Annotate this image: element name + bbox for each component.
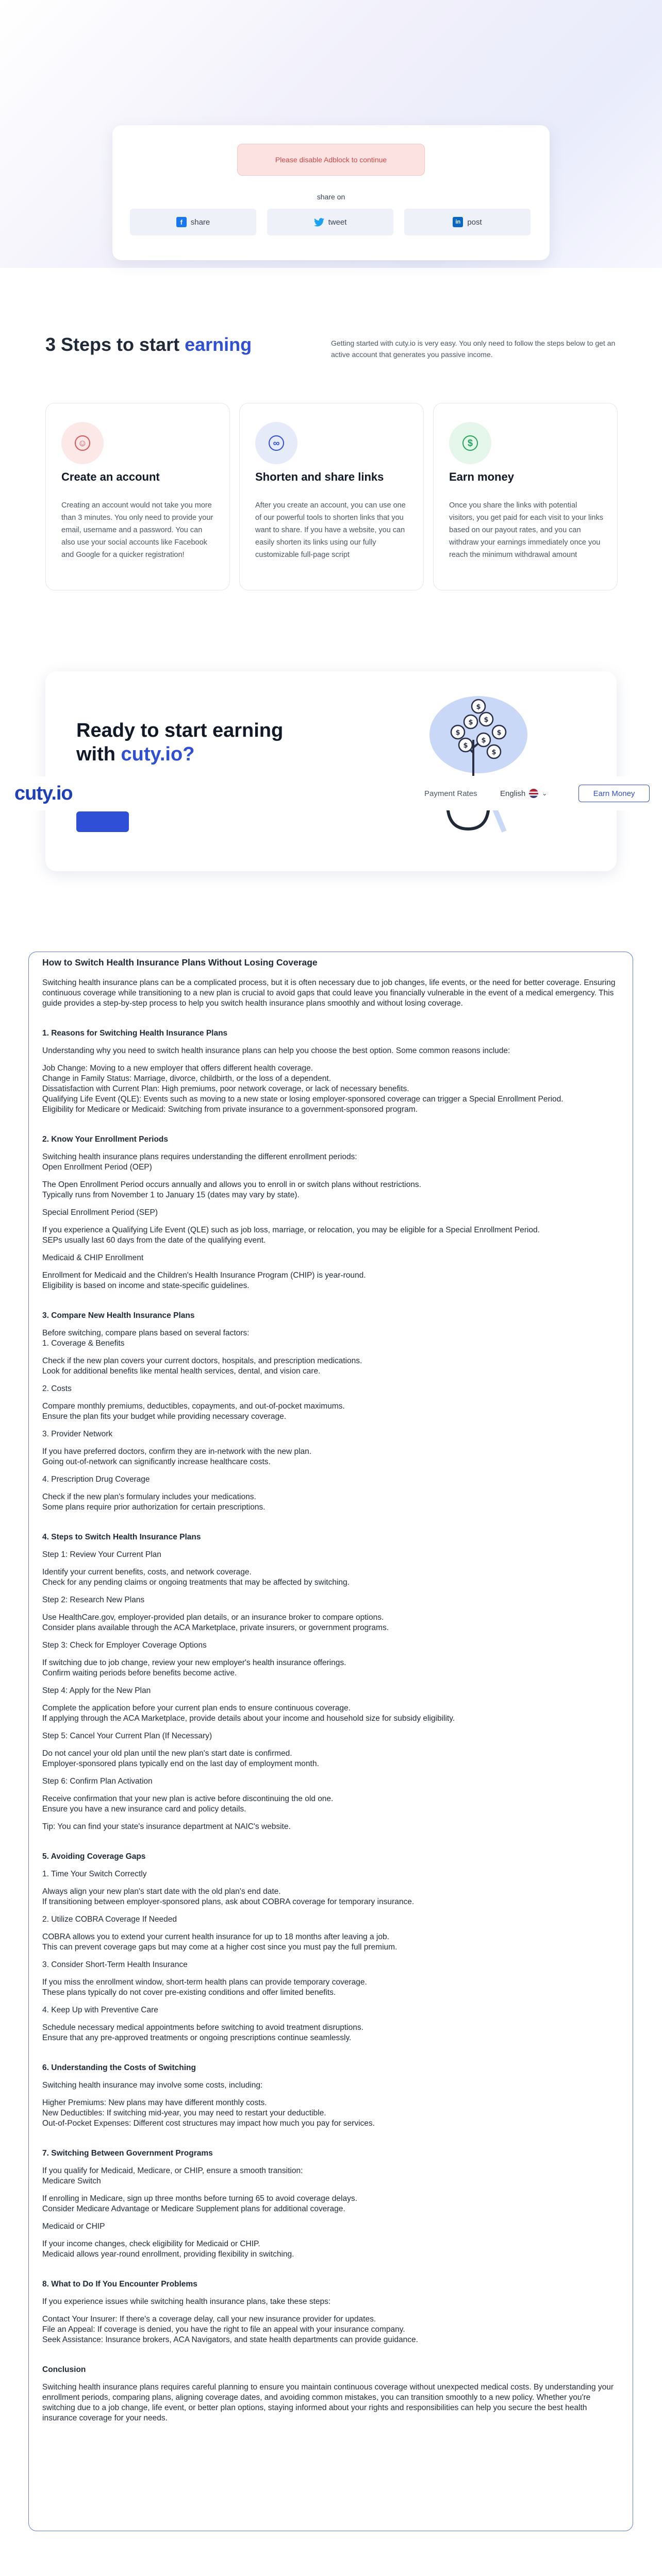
steps-title-accent: earning (185, 334, 252, 355)
article-paragraph: Before switching, compare plans based on several factors: 1. Coverage & Benefits (42, 1329, 250, 1348)
article-paragraph: The Open Enrollment Period occurs annually and allows you to enroll in or switch plans without restrictions. Typically runs from November 1 to January 15 (dates may vary by state). (42, 1180, 421, 1199)
chevron-down-icon: ⌄ (542, 790, 548, 797)
language-label: English (500, 789, 526, 798)
article-paragraph: 3. Consider Short-Term Health Insurance (42, 1960, 188, 1969)
step-title: Earn money (449, 470, 514, 483)
tweet-button-label: tweet (328, 217, 347, 227)
article-paragraph: 3. Provider Network (42, 1430, 113, 1438)
hero-background (0, 0, 662, 268)
article-paragraph: If switching due to job change, review your new employer's health insurance offerings. Confirm waiting periods before benefits become active. (42, 1658, 346, 1677)
article-section-heading: 3. Compare New Health Insurance Plans (42, 1311, 195, 1320)
linkedin-icon: in (453, 217, 463, 227)
nav-payment-rates[interactable]: Payment Rates (424, 789, 477, 798)
twitter-share-button[interactable] (267, 209, 393, 235)
adblock-notice: Please disable Adblock to continue (237, 144, 425, 176)
article-paragraph: Step 6: Confirm Plan Activation (42, 1777, 153, 1786)
article-paragraph: Step 5: Cancel Your Current Plan (If Necessary) (42, 1732, 212, 1740)
share-button-label: share (190, 217, 210, 227)
ready-title: Ready to start earning with cuty.io? (76, 720, 284, 765)
article-paragraph: Complete the application before your current plan ends to ensure continuous coverage. If applying through the ACA Marketplace, provide details about your income and household size for subsidy eligibility. (42, 1704, 455, 1723)
svg-text:$: $ (496, 729, 502, 737)
money-icon: $ (449, 422, 491, 464)
svg-text:$: $ (491, 749, 496, 756)
article-paragraph: Step 3: Check for Employer Coverage Options (42, 1641, 207, 1650)
article-section-heading: 5. Avoiding Coverage Gaps (42, 1852, 146, 1861)
language-selector[interactable] (500, 789, 547, 798)
article-paragraph: If enrolling in Medicare, sign up three months before turning 65 to avoid coverage delays. Consider Medicare Advantage or Medicare Supplement plans for additional coverage. (42, 2194, 357, 2213)
article-paragraph: Step 1: Review Your Current Plan (42, 1550, 161, 1559)
article-paragraph: Medicaid & CHIP Enrollment (42, 1253, 144, 1262)
article-paragraph: Step 4: Apply for the New Plan (42, 1686, 151, 1695)
site-logo[interactable]: cuty.io (14, 782, 73, 804)
article-body (42, 971, 619, 2424)
step-title: Create an account (61, 470, 160, 483)
article-box (28, 952, 633, 2531)
article-paragraph: Understanding why you need to switch health insurance plans can help you choose the best option. Some common reasons include: (42, 1046, 510, 1055)
article-paragraph: If your income changes, check eligibility for Medicaid or CHIP. Medicaid allows year-round enrollment, providing flexibility in switching. (42, 2240, 294, 2259)
steps-description: Getting started with cuty.io is very easy. You only need to follow the steps below to get an active account that generates you passive income. (331, 339, 616, 359)
article-paragraph: Tip: You can find your state's insurance department at NAIC's website. (42, 1822, 291, 1831)
facebook-share-button[interactable] (130, 209, 256, 235)
article-title: How to Switch Health Insurance Plans Without Losing Coverage (42, 957, 318, 968)
user-icon: ☺ (61, 422, 104, 464)
svg-text:$: $ (484, 716, 489, 724)
article-section-heading: Conclusion (42, 2365, 86, 2374)
article-paragraph: Higher Premiums: New plans may have different monthly costs. New Deductibles: If switching mid-year, you may need to restart your deductible. Out-of-Pocket Expenses: Different cost structures may impact how much you pay for services. (42, 2098, 375, 2128)
article-paragraph: 4. Prescription Drug Coverage (42, 1475, 150, 1484)
step-text: After you create an account, you can use one of our powerful tools to shorten links that you want to share. If you have a website, you can easily shorten its links using our fully customizable full-page script (255, 501, 406, 559)
article-paragraph: Schedule necessary medical appointments before switching to avoid treatment disruptions. Ensure that any pre-approved treatments or ongoing prescriptions continue seamlessly. (42, 2023, 363, 2042)
article-section-heading: 7. Switching Between Government Programs (42, 2149, 213, 2158)
link-icon: ∞ (255, 422, 297, 464)
article-section-heading: 2. Know Your Enrollment Periods (42, 1135, 169, 1144)
article-paragraph: Switching health insurance plans can be a complicated process, but it is often necessary due to job changes, life events, or the need for better coverage. Ensuring continuous coverage while transitioning to a new plan is crucial to avoid gaps that could leave you financially vulnerable in the event of a medical emergency. This guide provides a step-by-step process to help you switch health insurance plans smoothly and without losing coverage. (42, 978, 616, 1008)
svg-text:$: $ (476, 703, 481, 711)
article-paragraph: Do not cancel your old plan until the new plan's start date is confirmed. Employer-sponsored plans typically end on the last day of employment month. (42, 1749, 319, 1768)
svg-text:$: $ (463, 742, 468, 750)
top-navbar (0, 776, 662, 810)
article-paragraph: If you experience a Qualifying Life Event (QLE) such as job loss, marriage, or relocation, you may be eligible for a Special Enrollment Period. SEPs usually last 60 days from the date of the qualifying event. (42, 1226, 540, 1245)
article-paragraph: Step 2: Research New Plans (42, 1596, 145, 1604)
article-paragraph: Compare monthly premiums, deductibles, copayments, and out-of-pocket maximums. Ensure the plan fits your budget while providing necessary coverage. (42, 1402, 345, 1421)
article-paragraph: Job Change: Moving to a new employer that offers different health coverage. Change in Family Status: Marriage, divorce, childbirth, or the loss of a dependent. Dissatisfaction with Current Plan: High premiums, poor network coverage, or lack of necessary benefits. Qualifying Life Event (QLE): Events such as moving to a new state or losing employer-sponsored coverage can trigger a Special Enrollment Period. Eligibility for Medicare or Medicaid: Switching from private insurance to a government-sponsored program. (42, 1064, 564, 1114)
post-button-label: post (467, 217, 482, 227)
article-paragraph: COBRA allows you to extend your current health insurance for up to 18 months after leaving a job. This can prevent coverage gaps but may come at a higher cost since you must pay the full premium. (42, 1933, 398, 1952)
article-paragraph: Special Enrollment Period (SEP) (42, 1208, 158, 1217)
ready-title-accent: cuty.io? (121, 743, 195, 765)
step-card-shorten-links (239, 403, 424, 590)
article-paragraph: Identify your current benefits, costs, and network coverage. Check for any pending claims or ongoing treatments that may be affected by switching. (42, 1568, 350, 1587)
article-paragraph: If you qualify for Medicaid, Medicare, or CHIP, ensure a smooth transition: Medicare Switch (42, 2166, 303, 2185)
article-section-heading: 1. Reasons for Switching Health Insurance Plans (42, 1029, 228, 1038)
facebook-icon: f (176, 217, 187, 227)
article-paragraph: 4. Keep Up with Preventive Care (42, 2006, 158, 2014)
article-paragraph: If you experience issues while switching health insurance plans, take these steps: (42, 2297, 331, 2306)
share-card (112, 125, 550, 260)
article-paragraph: If you have preferred doctors, confirm they are in-network with the new plan. Going out-of-network can significantly increase healthcare costs. (42, 1447, 312, 1466)
steps-title: 3 Steps to start earning (45, 334, 252, 355)
twitter-icon (314, 218, 324, 227)
article-paragraph: Switching health insurance may involve some costs, including: (42, 2081, 263, 2090)
article-section-heading: 4. Steps to Switch Health Insurance Plans (42, 1533, 201, 1541)
svg-text:$: $ (468, 719, 473, 726)
article-paragraph: 2. Utilize COBRA Coverage If Needed (42, 1915, 177, 1924)
svg-text:$: $ (481, 737, 486, 744)
article-paragraph: Switching health insurance plans requires careful planning to ensure you maintain continuous coverage without unexpected medical costs. By understanding your enrollment periods, comparing plans, aligning coverage dates, and avoiding common mistakes, you can transition smoothly to a new policy. Whether you're switching due to a job change, life event, or better plan options, staying informed about your rights and responsibilities can help you secure the best health insurance coverage for your needs. (42, 2383, 614, 2422)
article-paragraph: Contact Your Insurer: If there's a coverage delay, call your new insurance provider for updates. File an Appeal: If coverage is denied, you have the right to file an appeal with your insurance company. Seek Assistance: Insurance brokers, ACA Navigators, and state health departments can provide guidance. (42, 2315, 418, 2344)
ready-cta-button[interactable] (76, 811, 129, 832)
article-paragraph: Medicaid or CHIP (42, 2222, 105, 2231)
article-paragraph: Always align your new plan's start date with the old plan's end date. If transitioning between employer-sponsored plans, ask about COBRA coverage for temporary insurance. (42, 1887, 415, 1906)
article-paragraph: Enrollment for Medicaid and the Children's Health Insurance Program (CHIP) is year-round. Eligibility is based on income and state-specific guidelines. (42, 1271, 366, 1290)
article-paragraph: If you miss the enrollment window, short-term health plans can provide temporary coverage. These plans typically do not cover pre-existing conditions and offer limited benefits. (42, 1978, 367, 1997)
article-section-heading: 8. What to Do If You Encounter Problems (42, 2280, 197, 2289)
step-card-create-account (45, 403, 230, 590)
article-paragraph: 1. Time Your Switch Correctly (42, 1870, 147, 1878)
svg-text:$: $ (455, 729, 460, 737)
share-on-label: share on (317, 193, 345, 201)
step-text: Once you share the links with potential visitors, you get paid for each visit to your links based on our payout rates, and you can withdraw your earnings immediately once you reach the minimum withdrawal amount (449, 501, 603, 559)
linkedin-share-button[interactable] (404, 209, 531, 235)
article-section-heading: 6. Understanding the Costs of Switching (42, 2063, 196, 2072)
article-paragraph: Check if the new plan's formulary includes your medications. Some plans require prior authorization for certain prescriptions. (42, 1493, 266, 1512)
step-title: Shorten and share links (255, 470, 384, 483)
article-paragraph: 2. Costs (42, 1384, 72, 1393)
step-card-earn-money (433, 403, 618, 590)
money-tree-illustration (417, 691, 530, 778)
article-paragraph: Receive confirmation that your new plan is active before discontinuing the old one. Ensure you have a new insurance card and policy details. (42, 1794, 334, 1814)
earn-money-button[interactable]: Earn Money (578, 785, 650, 802)
step-text: Creating an account would not take you more than 3 minutes. You only need to provide your email, username and a password. You can also use your social accounts like Facebook and Google for a quicker registration! (61, 501, 213, 559)
article-paragraph: Switching health insurance plans requires understanding the different enrollment periods: Open Enrollment Period (OEP) (42, 1153, 357, 1172)
article-paragraph: Check if the new plan covers your current doctors, hospitals, and prescription medications. Look for additional benefits like mental health services, dental, and vision care. (42, 1357, 362, 1376)
article-paragraph: Use HealthCare.gov, employer-provided plan details, or an insurance broker to compare options. Consider plans available through the ACA Marketplace, private insurers, or government programs. (42, 1613, 389, 1632)
us-flag-icon (529, 789, 538, 798)
ready-card (45, 671, 617, 871)
